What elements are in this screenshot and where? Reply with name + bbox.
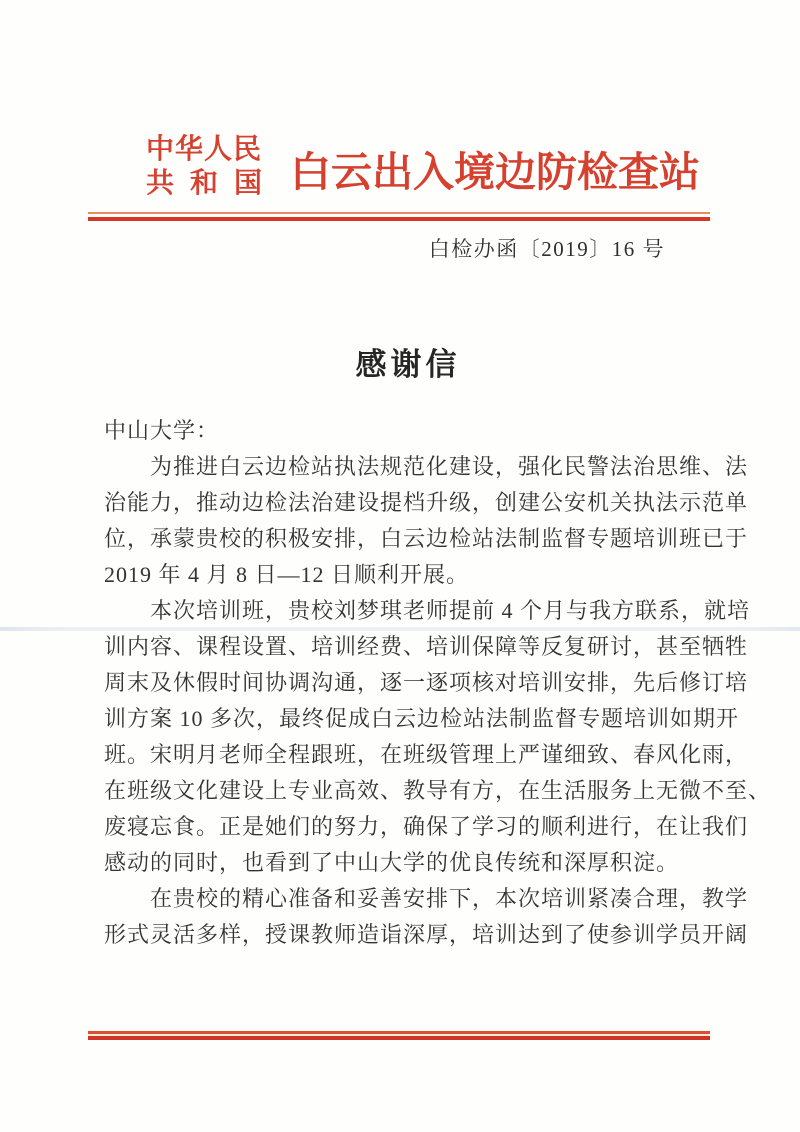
body-line: 感动的同时，也看到了中山大学的优良传统和深厚积淀。	[104, 850, 680, 875]
body-line: 为推进白云边检站执法规范化建设，强化民警法治思维、法	[104, 454, 749, 479]
body-line: 治能力，推动边检法治建设提档升级，创建公安机关执法示范单	[104, 490, 749, 515]
reference-number: 白检办函〔2019〕16 号	[428, 237, 665, 261]
issuer-country-line2: 共和国	[146, 168, 279, 199]
letterhead-rule	[88, 212, 710, 221]
body-line: 训方案 10 多次，最终促成白云边检站法制监督专题培训如期开	[104, 706, 740, 731]
footer-rule	[88, 1031, 710, 1040]
body-line: 训内容、课程设置、培训经费、培训保障等反复研讨，甚至牺牲	[104, 634, 749, 659]
body-line: 班。宋明月老师全程跟班，在班级管理上严谨细致、春风化雨，	[104, 742, 749, 767]
body-line: 废寝忘食。正是她们的努力，确保了学习的顺利进行，在让我们	[104, 814, 749, 839]
issuer-country-name	[146, 133, 279, 201]
scan-artifact-line	[0, 627, 800, 631]
body-line: 2019 年 4 月 8 日—12 日顺利开展。	[104, 562, 470, 587]
issuer-country-line1: 中华人民	[146, 134, 263, 165]
body-line: 在贵校的精心准备和妥善安排下，本次培训紧凑合理，教学	[104, 886, 749, 911]
letter-body	[104, 413, 772, 953]
body-line: 本次培训班，贵校刘梦琪老师提前 4 个月与我方联系，就培	[104, 598, 751, 623]
body-line: 形式灵活多样，授课教师造诣深厚，培训达到了使参训学员开阔	[104, 922, 749, 947]
body-line: 位，承蒙贵校的积极安排，白云边检站法制监督专题培训班已于	[104, 526, 749, 551]
body-line: 周末及休假时间协调沟通，逐一逐项核对培训安排，先后修订培	[104, 670, 749, 695]
letter-title: 感谢信	[355, 347, 461, 382]
issuer-agency-name: 白云出入境边防检查站	[290, 149, 700, 195]
body-line: 在班级文化建设上专业高效、教导有方，在生活服务上无微不至、	[104, 778, 772, 803]
salutation-line: 中山大学：	[104, 418, 220, 443]
